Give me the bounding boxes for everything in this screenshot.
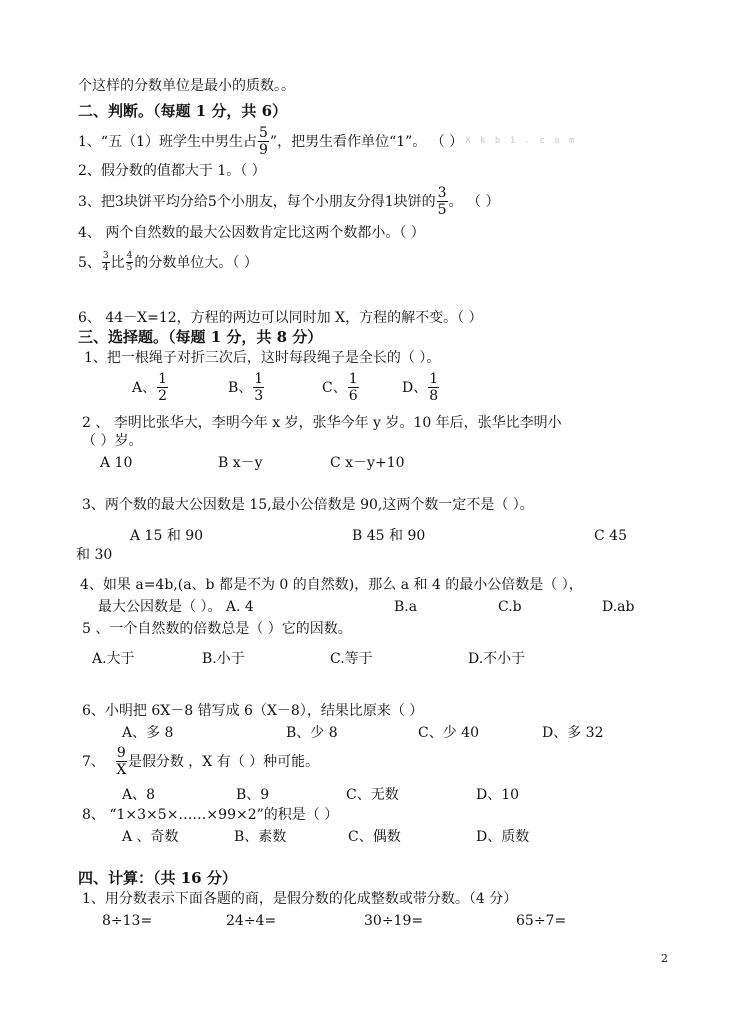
judge-q3-text-pre: 3、把3块饼平均分给5个小朋友，每个小朋友分得1块饼的 <box>78 193 436 210</box>
option-denominator: 6 <box>348 388 358 404</box>
page-number: 2 <box>661 952 668 965</box>
choice-q3-option-a: A 15 和 90 <box>130 528 204 544</box>
choice-q6: 6、小明把 6X－8 错写成 6（X－8），结果比原来（ ） <box>82 703 424 719</box>
calc-q1-item-1: 8÷13= <box>102 913 153 929</box>
judge-q5-fraction-1 <box>102 252 110 273</box>
judge-q2: 2、假分数的值都大于 1。（ ） <box>78 163 266 179</box>
judge-q6: 6、 44－X=12，方程的两边可以同时加 X，方程的解不变。（ ） <box>78 310 483 326</box>
intro-line: 个这样的分数单位是最小的质数。。 <box>78 78 295 94</box>
choice-q3: 3、两个数的最大公因数是 15,最小公倍数是 90,这两个数一定不是（ ）。 <box>82 497 534 513</box>
choice-q4-line2: 最大公因数是（ ）。 A. 4 <box>98 599 254 615</box>
choice-q8-option-a: A 、奇数 <box>122 829 179 845</box>
choice-q4-line1: 4、如果 a=4b,(a、b 都是不为 0 的自然数)，那么 a 和 4 的最小公倍数是（ ）， <box>80 577 583 593</box>
calc-q1-item-4: 65÷7= <box>516 913 567 929</box>
option-label: D、 <box>402 379 428 396</box>
choice-q3-option-c: C 45 <box>594 528 627 544</box>
choice-q7-option-a: A、8 <box>122 787 156 803</box>
choice-q6-option-d: D、多 32 <box>542 725 604 741</box>
choice-q3-option-c-wrap: 和 30 <box>76 547 113 563</box>
choice-q7-fraction <box>116 746 127 777</box>
choice-q7-denominator: X <box>116 762 127 778</box>
choice-q7-option-d: D、10 <box>476 787 520 803</box>
choice-q4-option-d: D.ab <box>602 599 635 615</box>
section-4-title: 四、计算：（共 16 分） <box>78 869 237 887</box>
choice-q5: 5 、一个自然数的倍数总是（ ）它的因数。 <box>82 621 352 637</box>
judge-q3-text-post: 。 （ ） <box>448 193 500 210</box>
choice-q7-option-c: C、无数 <box>346 787 399 803</box>
option-fraction <box>157 372 168 403</box>
choice-q6-option-c: C、少 40 <box>418 725 479 741</box>
watermark: X k b 1 . c o m <box>465 136 577 146</box>
choice-q2-option-b: B x－y <box>218 455 263 471</box>
judge-q3 <box>78 186 499 217</box>
judge-q1-text-pre: 1、“五（1）班学生中男生占 <box>78 133 257 150</box>
choice-q4-option-c: C.b <box>498 599 522 615</box>
choice-q2-option-a: A 10 <box>100 455 133 471</box>
choice-q8-option-b: B、素数 <box>234 829 287 845</box>
option-fraction <box>253 372 264 403</box>
choice-q7-text: 是假分数 ，X 有（ ）种可能。 <box>127 753 320 770</box>
choice-q2-line2: （ ）岁。 <box>82 433 143 449</box>
choice-q1-option-a <box>132 372 169 403</box>
judge-q1-text-post: ”，把男生看作单位“1”。 （ ） <box>269 133 464 150</box>
judge-q3-fraction <box>437 186 448 217</box>
judge-q5-text-mid: 比 <box>110 254 125 271</box>
judge-q1-fraction <box>258 126 269 157</box>
judge-q5-fraction-2 <box>126 252 134 273</box>
judge-q1-denominator: 9 <box>258 142 268 158</box>
judge-q5 <box>78 252 258 273</box>
option-fraction <box>348 372 359 403</box>
option-numerator: 1 <box>429 371 439 387</box>
judge-q5-text-post: 的分数单位大。（ ） <box>134 254 258 271</box>
choice-q1-option-b <box>228 372 265 403</box>
calc-q1-item-2: 24÷4= <box>226 913 277 929</box>
judge-q3-denominator: 5 <box>437 202 447 218</box>
choice-q3-option-b: B 45 和 90 <box>352 528 426 544</box>
option-denominator: 2 <box>158 388 168 404</box>
option-label: A、 <box>132 379 157 396</box>
choice-q2-option-c: C x－y+10 <box>330 455 405 471</box>
section-2-title: 二、判断。（每题 1 分，共 6） <box>78 102 288 120</box>
choice-q5-option-c: C.等于 <box>330 651 373 667</box>
choice-q8-option-d: D、质数 <box>476 829 530 845</box>
choice-q1-option-c <box>322 372 360 403</box>
judge-q1-numerator: 5 <box>258 125 268 141</box>
choice-q5-option-a: A.大于 <box>92 651 135 667</box>
choice-q7-number: 7、 <box>82 753 105 770</box>
option-numerator: 1 <box>254 371 264 387</box>
choice-q7-numerator: 9 <box>116 745 126 761</box>
judge-q5-f2-denominator: 5 <box>126 263 133 273</box>
choice-q4-option-b: B.a <box>394 599 418 615</box>
choice-q7-option-b: B、9 <box>236 787 270 803</box>
option-denominator: 8 <box>429 388 439 404</box>
calc-q1-item-3: 30÷19= <box>364 913 424 929</box>
calc-q1: 1、用分数表示下面各题的商，是假分数的化成整数或带分数。（4 分） <box>82 891 518 907</box>
judge-q1 <box>78 126 576 157</box>
option-denominator: 3 <box>254 388 264 404</box>
option-numerator: 1 <box>158 371 168 387</box>
option-label: C、 <box>322 379 347 396</box>
option-numerator: 1 <box>348 371 358 387</box>
choice-q6-option-b: B、少 8 <box>286 725 338 741</box>
judge-q5-f1-denominator: 4 <box>102 263 109 273</box>
choice-q5-option-b: B.小于 <box>202 651 245 667</box>
choice-q2-line1: 2 、 李明比张华大，李明今年 x 岁，张华今年 y 岁。10 年后，张华比李明小 <box>82 415 562 431</box>
judge-q3-numerator: 3 <box>437 185 447 201</box>
judge-q5-f2-numerator: 4 <box>126 251 133 261</box>
choice-q8-option-c: C、偶数 <box>348 829 401 845</box>
choice-q1: 1、把一根绳子对折三次后，这时每段绳子是全长的（ ）。 <box>84 350 441 366</box>
judge-q4: 4、 两个自然数的最大公因数肯定比这两个数都小。（ ） <box>78 225 425 241</box>
choice-q1-option-d <box>402 372 440 403</box>
choice-q1-options <box>132 372 452 412</box>
choice-q5-option-d: D.不小于 <box>468 651 526 667</box>
choice-q8: 8、 “1×3×5×……×99×2”的积是（ ） <box>82 807 339 823</box>
choice-q6-option-a: A、多 8 <box>122 725 174 741</box>
section-3-title: 三、选择题。（每题 1 分，共 8 分） <box>78 328 323 346</box>
judge-q5-f1-numerator: 3 <box>102 251 109 261</box>
judge-q5-text-pre: 5、 <box>78 254 101 271</box>
choice-q7 <box>82 746 319 777</box>
option-label: B、 <box>228 379 253 396</box>
option-fraction <box>428 372 439 403</box>
